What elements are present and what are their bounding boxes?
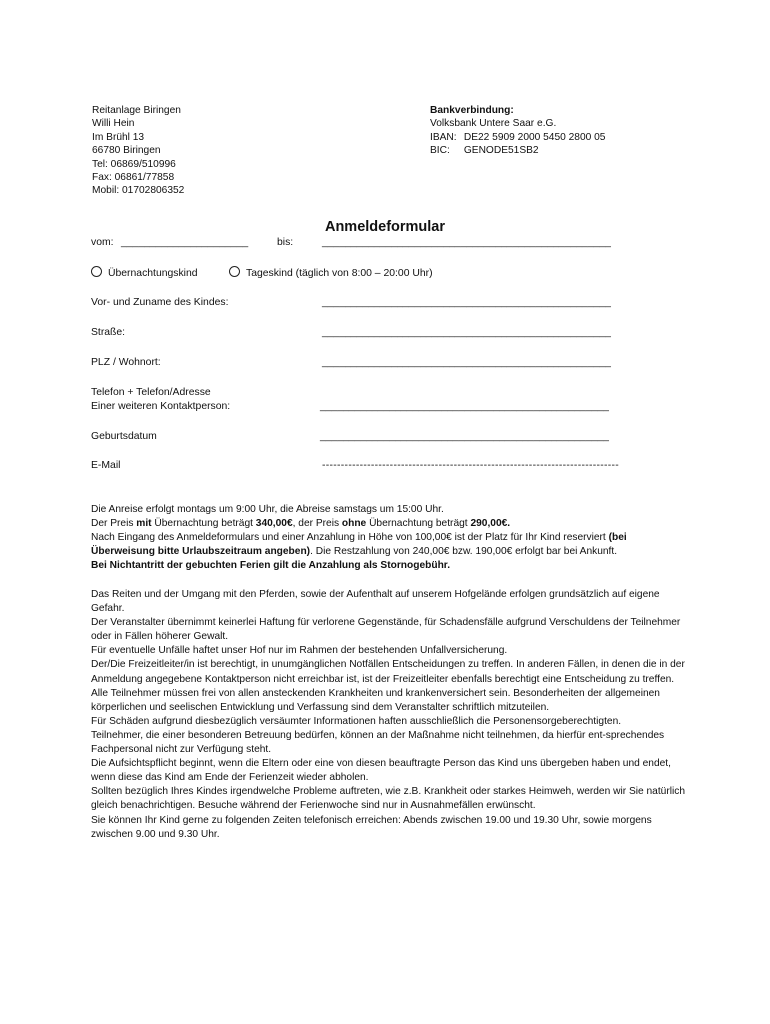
price-text-part: Übernachtung beträgt: [366, 518, 471, 530]
deposit-text-part: Nach Eingang des Anmeldeformulars und einer Anzahlung in Höhe von 100,00€ ist der Platz für Ihr Kind reserviert: [91, 532, 609, 544]
deposit-text-part: . Die Restzahlung von 240,00€ bzw. 190,00€ erfolgt bar bei Ankunft.: [310, 546, 618, 558]
bic-value: GENODE51SB2: [463, 145, 539, 157]
contact-label-line2: Einer weiteren Kontaktperson:: [91, 401, 231, 412]
price-text-part: Der Preis: [91, 518, 137, 530]
from-field[interactable]: ______________________: [121, 237, 249, 248]
email-field[interactable]: -------------------------------------------------------------------------------: [322, 460, 620, 471]
price-text-part: Übernachtung beträgt: [151, 518, 256, 530]
contact-label-line1: Telefon + Telefon/Adresse: [91, 387, 211, 398]
street-field[interactable]: __________________________________________________: [322, 327, 611, 338]
price-text: [91, 517, 691, 531]
form-title: Anmeldeformular: [324, 219, 446, 235]
to-label: bis:: [277, 237, 294, 248]
sender-fax: Fax: 06861/77858: [92, 172, 175, 184]
child-name-field[interactable]: __________________________________________________: [322, 297, 611, 308]
radio-circle-icon[interactable]: [91, 266, 102, 277]
sender-name: Reitanlage Biringen: [92, 105, 181, 116]
birthdate-label: Geburtsdatum: [91, 431, 157, 442]
option-overnight-label: Übernachtungskind: [108, 268, 198, 279]
option-overnight[interactable]: [91, 266, 198, 279]
bank-iban: [430, 131, 605, 144]
price-text-part: , der Preis: [292, 518, 342, 530]
cancellation-text: Bei Nichtantritt der gebuchten Ferien gilt die Anzahlung als Stornogebühr.: [91, 560, 451, 572]
bank-details: [430, 104, 605, 158]
option-day[interactable]: [229, 266, 433, 279]
email-label: E-Mail: [91, 460, 121, 471]
terms-paragraph: Für eventuelle Unfälle haftet unser Hof nur im Rahmen der bestehenden Unfallversicherung.: [91, 645, 508, 657]
terms-paragraph: Das Reiten und der Umgang mit den Pferden, sowie der Aufenthalt auf unserem Hofgelände erfolgen grundsätzlich auf eigene Gefahr.: [91, 589, 660, 615]
terms-paragraph: Sie können Ihr Kind gerne zu folgenden Zeiten telefonisch erreichen: Abends zwischen 19.00 und 19.30 Uhr, sowie morgens zwischen 9.00 und 9.30 Uhr.: [91, 814, 652, 840]
bank-bic: [430, 144, 605, 157]
terms-block: [91, 588, 691, 842]
price-without-label: ohne: [341, 518, 367, 530]
bank-heading: Bankverbindung:: [430, 105, 514, 116]
sender-mobil: Mobil: 01702806352: [92, 185, 185, 197]
arrival-text: Die Anreise erfolgt montags um 9:00 Uhr, die Abreise samstags um 15:00 Uhr.: [91, 504, 444, 515]
price-with-value: 340,00€: [255, 518, 293, 530]
bic-label: BIC:: [430, 145, 450, 157]
to-field[interactable]: __________________________________________________: [322, 237, 611, 248]
city-label: PLZ / Wohnort:: [91, 357, 161, 368]
deposit-text: [91, 531, 691, 559]
radio-circle-icon[interactable]: [229, 266, 240, 277]
sender-tel: Tel: 06869/510996: [92, 158, 176, 170]
option-day-label: Tageskind (täglich von 8:00 – 20:00 Uhr): [246, 268, 433, 279]
terms-paragraph: Die Aufsichtspflicht beginnt, wenn die Eltern oder eine von diesen beauftragte Person das Kind uns übergeben haben und endet, wenn diese das Kind am Ende der Ferienzeit wieder abholen.: [91, 758, 671, 784]
bank-name: Volksbank Untere Saar e.G.: [430, 118, 557, 130]
child-name-label: Vor- und Zuname des Kindes:: [91, 297, 229, 308]
sender-street: Im Brühl 13: [92, 131, 145, 143]
terms-paragraph: Für Schäden aufgrund diesbezüglich versäumter Informationen haften ausschließlich die Personensorgeberechtigten.: [91, 715, 622, 727]
sender-person: Willi Hein: [92, 118, 135, 130]
terms-paragraph: Der Veranstalter übernimmt keinerlei Haftung für verlorene Gegenstände, für Schadensfälle aufgrund Verschuldens der Teilnehmer oder in Fällen höherer Gewalt.: [91, 617, 681, 643]
iban-value: DE22 5909 2000 5450 2800 05: [463, 131, 606, 143]
terms-paragraph: Der/Die Freizeitleiter/in ist berechtigt, in unumgänglichen Notfällen Entscheidungen zu treffen. In anderen Fällen, in denen die in der Anmeldung angegebene Kontaktperson nicht erreichbar ist, ist der Freizeitleiter ebenfalls berechtigt eine Entscheidung zu treffen.: [91, 659, 685, 685]
terms-paragraph: Sollten bezüglich Ihres Kindes irgendwelche Probleme auftreten, wie z.B. Krankheit oder starkes Heimweh, werden wir Sie natürlich gleich benachrichtigen. Besuche während der Ferienwoche sind nur in Ausnahmefällen erwünscht.: [91, 786, 685, 812]
from-label: vom:: [91, 237, 114, 248]
contact-field[interactable]: __________________________________________________: [320, 401, 609, 412]
deposit-note: (bei Überweisung bitte Urlaubszeitraum angeben): [91, 532, 627, 558]
terms-paragraph: Alle Teilnehmer müssen frei von allen ansteckenden Krankheiten und krankenversichert sein. Besonderheiten der allgemeinen körperlichen und seelischen Entwicklung und Verfassung sind dem Veranstalter schriftlich mitzuteilen.: [91, 687, 660, 713]
street-label: Straße:: [91, 327, 126, 338]
sender-city: 66780 Biringen: [92, 145, 161, 157]
iban-label: IBAN:: [430, 131, 457, 143]
city-field[interactable]: __________________________________________________: [322, 357, 611, 368]
birthdate-field[interactable]: __________________________________________________: [320, 431, 609, 442]
price-without-value: 290,00€.: [470, 518, 511, 530]
info-block: [91, 503, 691, 573]
sender-address: [92, 104, 184, 198]
price-with-label: mit: [136, 518, 152, 530]
terms-paragraph: Teilnehmer, die einer besonderen Betreuung bedürfen, können an der Maßnahme nicht teilnehmen, da hierfür ent-sprechendes Fachpersonal nicht zur Verfügung steht.: [91, 729, 665, 756]
